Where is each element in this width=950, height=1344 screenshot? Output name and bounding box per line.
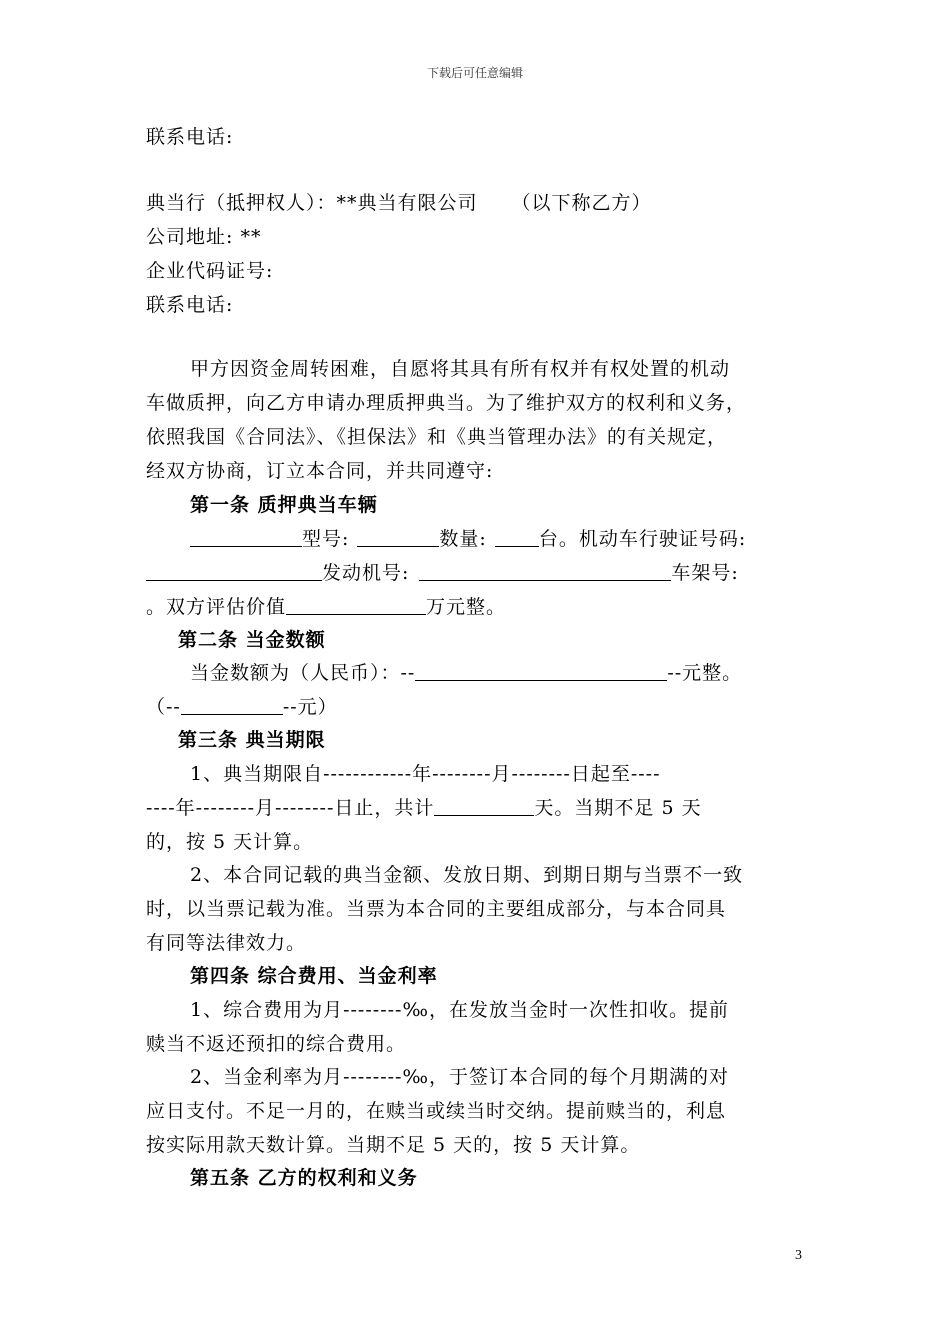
article-2-title: 第二条 当金数额 [178, 629, 326, 651]
article-1-value-line [146, 594, 506, 620]
article-4-line: 赎当不返还预扣的综合费用。 [146, 1033, 407, 1055]
blank-field [357, 528, 439, 547]
blank-field [146, 562, 322, 581]
blank-field [495, 528, 539, 547]
article-4-title: 第四条 综合费用、当金利率 [190, 965, 438, 987]
party-b-address: 公司地址: ** [146, 226, 262, 248]
party-b-pawnshop-line [146, 190, 652, 216]
page-header-note: 下载后可任意编辑 [426, 66, 523, 80]
term-prefix: ----年--------月--------日止，共计 [146, 797, 435, 819]
article-2-amount-line [190, 660, 742, 686]
article-4-line: 应日支付。不足一月的，在赎当或续当时交纳。提前赎当的，利息 [146, 1100, 727, 1122]
article-3-title: 第三条 典当期限 [178, 729, 326, 751]
page-number: 3 [795, 1248, 802, 1263]
paren-suffix: --元） [282, 696, 338, 718]
party-a-phone-label: 联系电话: [146, 126, 234, 148]
model-label: 型号: [302, 528, 350, 550]
blank-field [415, 662, 667, 681]
article-1-title: 第一条 质押典当车辆 [190, 494, 378, 516]
term-suffix: 天。当期不足 5 天 [534, 797, 702, 819]
article-4-line: 2、当金利率为月--------‰，于签订本合同的每个月期满的对 [190, 1066, 729, 1088]
blank-field [190, 528, 302, 547]
article-4-line: 按实际用款天数计算。当期不足 5 天的，按 5 天计算。 [146, 1134, 641, 1156]
preamble-line: 车做质押，向乙方申请办理质押典当。为了维护双方的权利和义务， [146, 392, 747, 414]
blank-field [181, 696, 283, 715]
amount-suffix: --元整。 [667, 662, 743, 684]
party-b-phone: 联系电话: [146, 294, 234, 316]
value-suffix: 万元整。 [426, 596, 507, 618]
quantity-label: 数量: [439, 528, 487, 550]
article-3-line [146, 795, 702, 821]
engine-label: 发动机号: [322, 562, 410, 584]
article-1-engine-line [146, 560, 739, 586]
value-prefix: 。双方评估价值 [146, 596, 287, 618]
article-2-paren-line [146, 694, 338, 720]
pawnshop-name: 典当行（抵押权人）：**典当有限公司 [146, 192, 478, 214]
blank-field [419, 562, 671, 581]
article-3-line: 1、典当期限自------------年--------月--------日起至---- [190, 763, 661, 785]
license-label: 台。机动车行驶证号码: [538, 528, 747, 550]
article-1-vehicle-line [190, 526, 746, 552]
paren-prefix: （-- [146, 696, 181, 718]
blank-field [434, 797, 534, 816]
article-4-line: 1、综合费用为月--------‰，在发放当金时一次性扣收。提前 [190, 999, 729, 1021]
blank-field [286, 596, 426, 615]
article-3-line: 的，按 5 天计算。 [146, 831, 314, 853]
party-b-alias: （以下称乙方） [511, 192, 652, 214]
preamble-line: 依照我国《合同法》、《担保法》和《典当管理办法》的有关规定， [146, 426, 728, 448]
article-3-line: 2、本合同记载的典当金额、发放日期、到期日期与当票不一致 [190, 864, 744, 886]
amount-prefix: 当金数额为（人民币）：-- [190, 662, 416, 684]
article-5-title: 第五条 乙方的权利和义务 [190, 1167, 418, 1189]
preamble-line: 甲方因资金周转困难，自愿将其具有所有权并有权处置的机动 [190, 358, 731, 380]
preamble-line: 经双方协商，订立本合同，并共同遵守: [146, 460, 494, 482]
article-3-line: 时，以当票记载为准。当票为本合同的主要组成部分，与本合同具 [146, 898, 727, 920]
frame-label: 车架号: [671, 562, 739, 584]
article-3-line: 有同等法律效力。 [146, 932, 307, 954]
party-b-code: 企业代码证号: [146, 260, 274, 282]
